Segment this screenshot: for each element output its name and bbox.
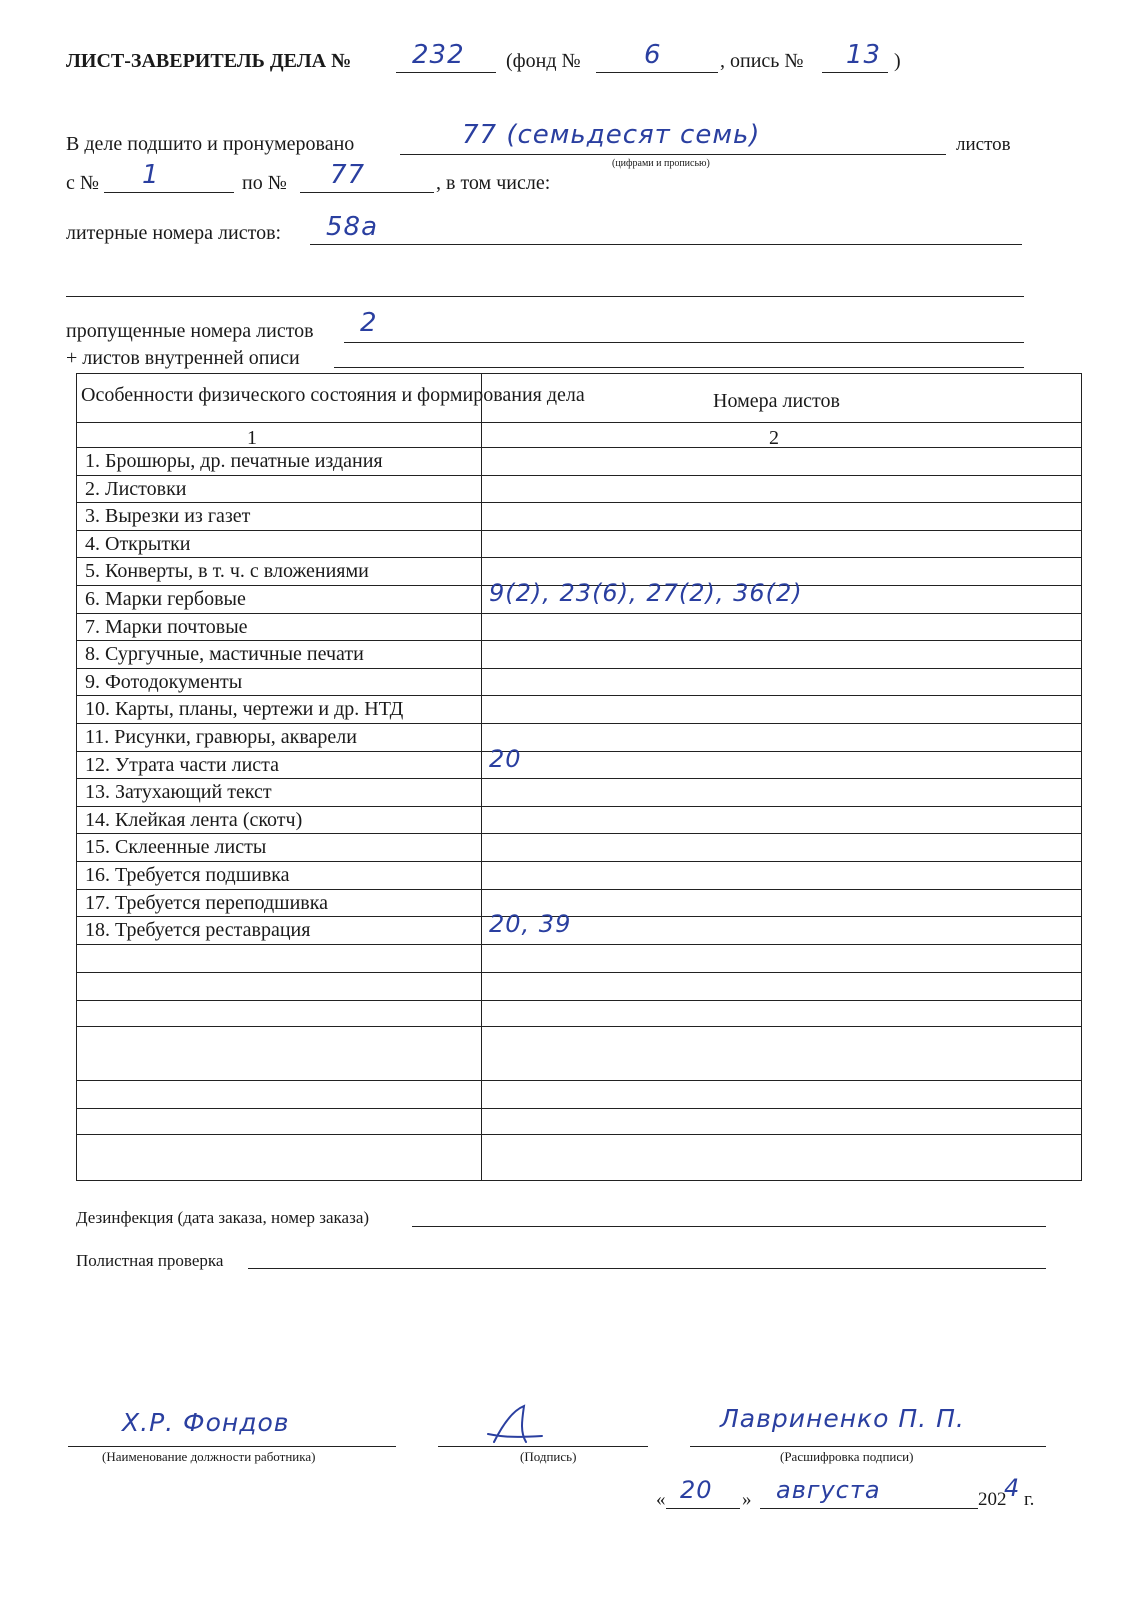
table-column-divider <box>481 374 482 1180</box>
disinfection-label: Дезинфекция (дата заказа, номер заказа) <box>76 1208 370 1227</box>
fond-number: 6 <box>644 40 662 70</box>
case-number-line <box>396 72 496 73</box>
table-row-label: 4. Открытки <box>85 532 191 555</box>
literal-value-line <box>310 244 1022 245</box>
table-row-label: 9. Фотодокументы <box>85 670 243 693</box>
to-label: по № <box>242 172 287 194</box>
table-row-divider <box>77 751 1081 752</box>
table-row-divider <box>77 695 1081 696</box>
sheet-title: ЛИСТ-ЗАВЕРИТЕЛЬ ДЕЛА № <box>66 50 352 72</box>
signature-mark <box>484 1402 554 1450</box>
table-row-label: 14. Клейкая лента (скотч) <box>85 808 303 831</box>
table-row-divider <box>77 723 1081 724</box>
from-value-line <box>104 192 234 193</box>
table-row-divider <box>77 640 1081 641</box>
case-number: 232 <box>412 40 465 70</box>
from-value: 1 <box>142 160 160 190</box>
table-header-divider <box>77 422 1081 423</box>
from-label: с № <box>66 172 99 194</box>
table-empty-row-divider <box>77 1080 1081 1081</box>
name-line <box>690 1446 1046 1447</box>
table-row-divider <box>77 613 1081 614</box>
table-row-divider <box>77 861 1081 862</box>
table-empty-row-divider <box>77 972 1081 973</box>
opis-number-line <box>822 72 888 73</box>
table-row-value: 9(2), 23(6), 27(2), 36(2) <box>489 579 803 607</box>
table-row-label: 18. Требуется реставрация <box>85 919 311 942</box>
table-row-value: 20 <box>489 744 522 773</box>
position-caption: (Наименование должности работника) <box>102 1449 316 1464</box>
to-value: 77 <box>330 160 366 190</box>
date-day: 20 <box>680 1476 713 1504</box>
table-row-value: 20, 39 <box>489 910 572 939</box>
literal-label: литерные номера листов: <box>66 222 282 244</box>
date-day-line <box>666 1508 740 1509</box>
table-empty-row-divider <box>77 1134 1081 1135</box>
table-row-label: 10. Карты, планы, чертежи и др. НТД <box>85 698 404 721</box>
table-row-divider <box>77 889 1081 890</box>
filed-label: В деле подшито и пронумеровано <box>66 133 355 155</box>
disinfection-line <box>412 1226 1046 1227</box>
date-open-quote: « <box>656 1489 666 1510</box>
table-empty-row-divider <box>77 1026 1081 1027</box>
date-year-prefix: 202 <box>978 1489 1007 1510</box>
table-row-divider <box>77 916 1081 917</box>
date-year-suffix: 4 <box>1004 1474 1021 1502</box>
date-close-quote: » <box>742 1489 752 1510</box>
table-row-label: 11. Рисунки, гравюры, акварели <box>85 726 357 748</box>
filed-hint: (цифрами и прописью) <box>612 158 710 169</box>
check-label: Полистная проверка <box>76 1251 224 1270</box>
position-value: Х.Р. Фондов <box>122 1408 290 1437</box>
position-line <box>68 1446 396 1447</box>
table-row-divider <box>77 944 1081 945</box>
table-row-label: 17. Требуется переподшивка <box>85 891 329 914</box>
table-row-divider <box>77 557 1081 558</box>
table-empty-row-divider <box>77 1000 1081 1001</box>
table-row-divider <box>77 806 1081 807</box>
condition-table <box>76 373 1082 1181</box>
table-row-divider <box>77 475 1081 476</box>
table-row-label: 1. Брошюры, др. печатные издания <box>85 450 383 472</box>
table-row-label: 8. Сургучные, мастичные печати <box>85 643 364 666</box>
skipped-label: пропущенные номера листов <box>66 320 314 342</box>
inventory-label: + листов внутренней описи <box>66 347 300 369</box>
table-row-label: 7. Марки почтовые <box>85 615 248 638</box>
date-month: августа <box>776 1476 881 1504</box>
table-empty-row-divider <box>77 1108 1081 1109</box>
fond-label: (фонд № <box>506 50 581 72</box>
filed-unit: листов <box>956 134 1011 155</box>
filed-value: 77 (семьдесят семь) <box>462 120 761 150</box>
check-line <box>248 1268 1046 1269</box>
table-row-label: 15. Склеенные листы <box>85 836 267 859</box>
signature-caption: (Подпись) <box>520 1449 577 1464</box>
date-month-line <box>760 1508 978 1509</box>
table-row-label: 6. Марки гербовые <box>85 588 246 610</box>
table-row-label: 5. Конверты, в т. ч. с вложениями <box>85 560 369 583</box>
table-row-divider <box>77 778 1081 779</box>
name-value: Лавриненко П. П. <box>720 1404 965 1433</box>
col1-number: 1 <box>247 427 257 449</box>
literal-value: 58а <box>326 212 379 242</box>
table-row-divider <box>77 530 1081 531</box>
fond-number-line <box>596 72 718 73</box>
including-label: , в том числе: <box>436 172 551 194</box>
table-row-divider <box>77 833 1081 834</box>
to-value-line <box>300 192 434 193</box>
header-close-paren: ) <box>894 50 901 72</box>
blank-line <box>66 296 1024 297</box>
table-row-divider <box>77 502 1081 503</box>
table-row-label: 12. Утрата части листа <box>85 753 280 776</box>
table-row-label: 3. Вырезки из газет <box>85 505 251 528</box>
table-row-divider <box>77 668 1081 669</box>
opis-label: , опись № <box>720 50 804 72</box>
date-unit: г. <box>1024 1489 1035 1510</box>
col2-header: Номера листов <box>713 390 840 412</box>
col2-number: 2 <box>769 427 779 449</box>
name-caption: (Расшифровка подписи) <box>780 1449 914 1464</box>
table-row-label: 2. Листовки <box>85 477 187 500</box>
skipped-value: 2 <box>360 308 378 338</box>
table-number-divider <box>77 447 1081 448</box>
filed-value-line <box>400 154 946 155</box>
skipped-value-line <box>344 342 1024 343</box>
table-row-label: 16. Требуется подшивка <box>85 864 290 886</box>
table-row-label: 13. Затухающий текст <box>85 781 272 804</box>
col1-header: Особенности физического состояния и формирования дела <box>81 384 585 406</box>
opis-number: 13 <box>846 40 882 70</box>
inventory-value-line <box>334 367 1024 368</box>
